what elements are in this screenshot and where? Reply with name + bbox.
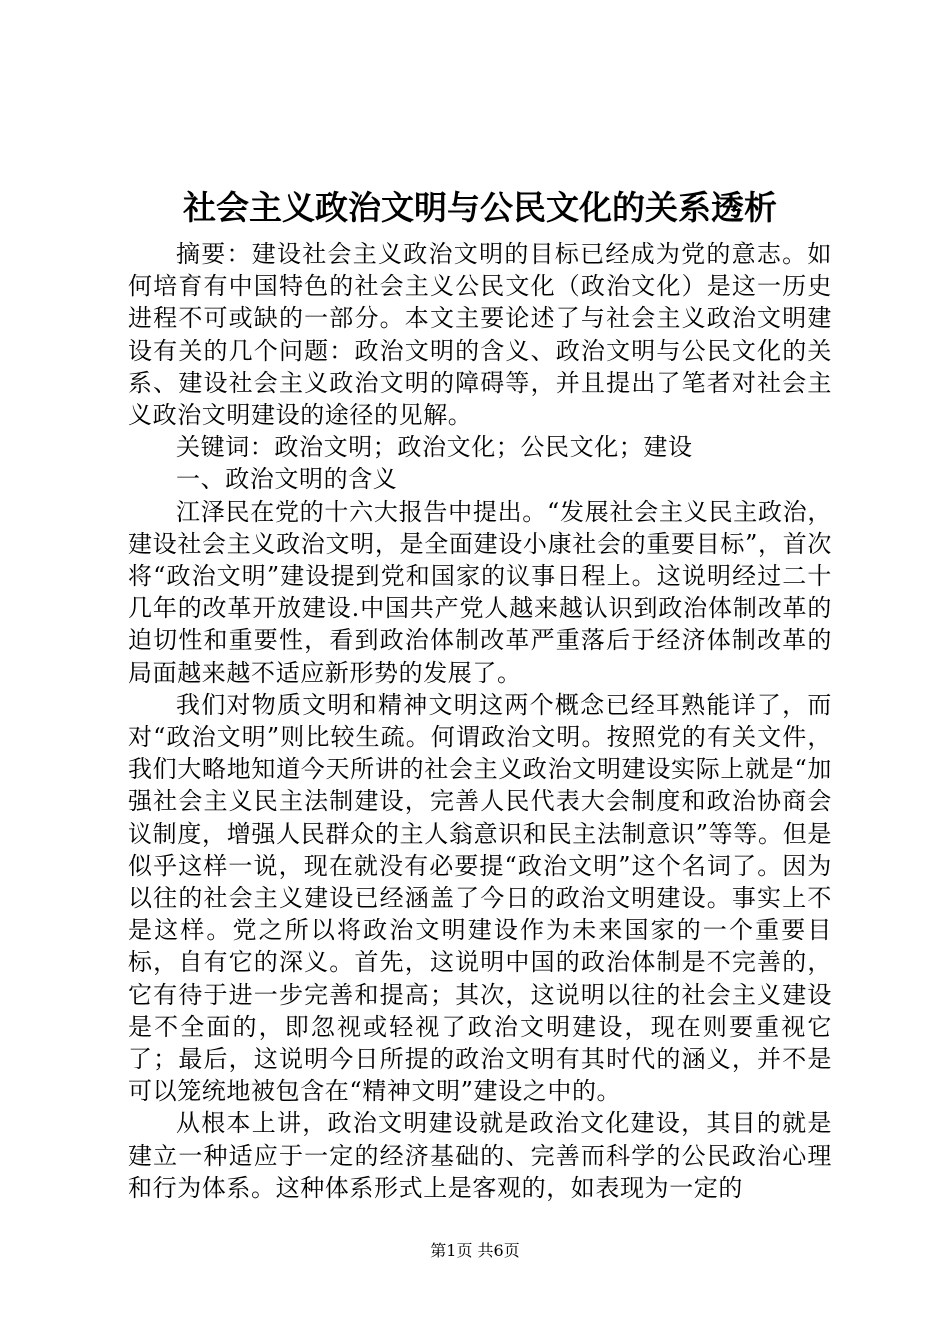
body-paragraph: 从根本上讲，政治文明建设就是政治文化建设，其目的就是建立一种适应于一定的经济基础的、完善而科学的公民政治心理和行为体系。这种体系形式上是客观的，如表现为一定的 bbox=[128, 1109, 832, 1202]
keywords-paragraph: 关键词：政治文明；政治文化；公民文化；建设 bbox=[176, 433, 693, 462]
abstract-paragraph: 摘要：建设社会主义政治文明的目标已经成为党的意志。如何培育有中国特色的社会主义公民文化（政治文化）是这一历史进程不可或缺的一部分。本文主要论述了与社会主义政治文明建设有关的几个问题：政治文明的含义、政治文明与公民文化的关系、建设社会主义政治文明的障碍等，并且提出了笔者对社会主义政治文明建设的途径的见解。 bbox=[128, 240, 832, 430]
section-heading: 一、政治文明的含义 bbox=[176, 465, 398, 494]
body-paragraph: 江泽民在党的十六大报告中提出。“发展社会主义民主政治，建设社会主义政治文明，是全面建设小康社会的重要目标”，首次将“政治文明”建设提到党和国家的议事日程上。这说明经过二十几年的改革开放建设.中国共产党人越来越认识到政治体制改革的迫切性和重要性，看到政治体制改革严重落后于经济体制改革的局面越来越不适应新形势的发展了。 bbox=[128, 497, 832, 687]
page-footer: 第1页 共6页 bbox=[430, 1241, 520, 1260]
document-title: 社会主义政治文明与公民文化的关系透析 bbox=[183, 188, 777, 227]
body-paragraph: 我们对物质文明和精神文明这两个概念已经耳熟能详了，而对“政治文明”则比较生疏。何谓政治文明。按照党的有关文件，我们大略地知道今天所讲的社会主义政治文明建设实际上就是“加强社会主义民主法制建设，完善人民代表大会制度和政治协商会议制度，增强人民群众的主人翁意识和民主法制意识”等等。但是似乎这样一说，现在就没有必要提“政治文明”这个名词了。因为以往的社会主义建设已经涵盖了今日的政治文明建设。事实上不是这样。党之所以将政治文明建设作为未来国家的一个重要目标，自有它的深义。首先，这说明中国的政治体制是不完善的，它有待于进一步完善和提高；其次，这说明以往的社会主义建设是不全面的，即忽视或轻视了政治文明建设，现在则要重视它了；最后，这说明今日所提的政治文明有其时代的涵义，并不是可以笼统地被包含在“精神文明”建设之中的。 bbox=[128, 690, 832, 1106]
document-page bbox=[128, 180, 832, 1204]
